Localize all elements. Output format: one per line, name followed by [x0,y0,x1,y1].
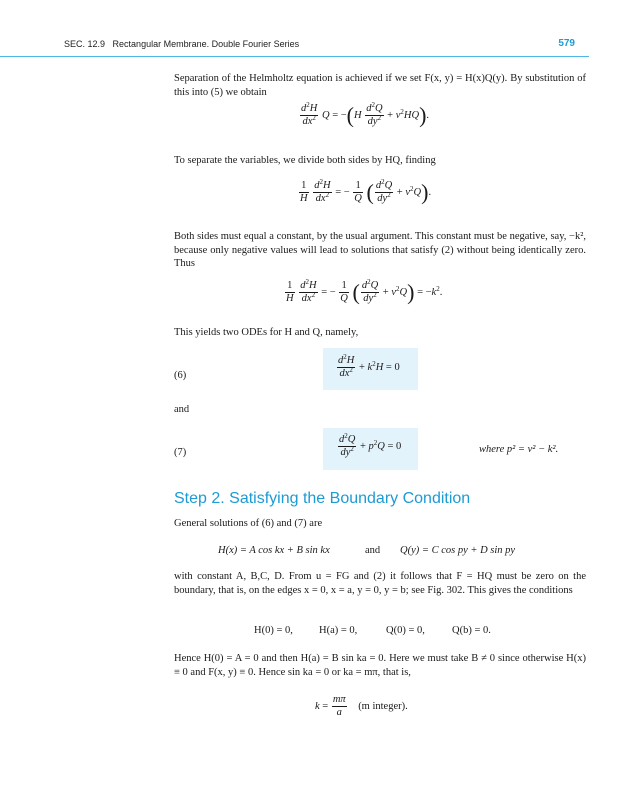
paragraph-boundary: with constant A, B,C, D. From u = FG and (2) it follows that F = HQ must be zero on the boundary, that is, on the edges x = 0, x = a, y = 0, y = b; see Fig. 302. This gives the conditions [174,571,586,596]
section-heading: Step 2. Satisfying the Boundary Condition [174,490,471,507]
running-header-section: SEC. 12.9 Rectangular Membrane. Double Fourier Series [64,39,300,49]
equation-6-label: (6) [174,370,187,381]
general-solution-and: and [365,545,381,556]
bc-Ha: H(a) = 0, [319,625,358,636]
bc-H0: H(0) = 0, [254,625,293,636]
paragraph-divide: To separate the variables, we divide both sides by HQ, finding [174,155,436,166]
equation-constant: $\frac{1}{H}$ $\frac{d^2H}{dx^2}$ = − $\frac{1}{Q}$ ( $\frac{d^2Q}{dy^2}$ + $\nu^2Q) = -k^2$. [286,278,443,305]
equation-7-label: (7) [174,447,187,458]
equation-substitution: $\frac{d^2H}{dx^2}$ Q = −(H $\frac{d^2Q}{dy^2}$ + $\nu^2HQ$). [301,101,430,128]
paragraph-hence: Hence H(0) = A = 0 and then H(a) = B sin ka = 0. Here we must take B ≠ 0 since otherwise H(x) ≡ 0 and F(x, y) ≡ 0. Hence sin ka = 0 or ka = mπ, that is, [174,653,586,678]
equation-k-note: (m integer). [358,700,408,712]
page-number: 579 [558,38,575,49]
general-solution-H: H(x) = A cos kx + B sin kx [218,545,330,556]
paragraph-and: and [174,404,190,415]
equation-7: $\frac{d^2Q}{dy^2}$ + $p^2Q = 0$ [339,432,402,458]
bc-Qb: Q(b) = 0. [452,625,491,636]
bc-Q0: Q(0) = 0, [386,625,425,636]
header-rule [0,56,589,57]
paragraph-separation: Separation of the Helmholtz equation is achieved if we set F(x, y) = H(x)Q(y). By substitution of this into (5) we obtain [174,73,586,98]
paragraph-constant: Both sides must equal a constant, by the usual argument. This constant must be negative, say, −k², because only negative values will lead to solutions that satisfy (2) without being identically zero. Thus [174,231,586,269]
paragraph-general: General solutions of (6) and (7) are [174,518,323,529]
paragraph-odes: This yields two ODEs for H and Q, namely, [174,327,359,338]
equation-7-note: where p² = ν² − k². [479,444,559,455]
equation-k: k = $\frac{m\pi}{a}$ (m integer). [315,694,408,718]
general-solution-Q: Q(y) = C cos py + D sin py [400,545,516,556]
running-header [62,38,575,52]
equation-separated: $\frac{1}{H}$ $\frac{d^2H}{dx^2}$ = − $\frac{1}{Q}$ ( $\frac{d^2Q}{dy^2}$ + $\nu^2Q$). [300,178,432,205]
equation-6: $\frac{d^2H}{dx^2}$ + $k^2H = 0$ [338,353,400,379]
